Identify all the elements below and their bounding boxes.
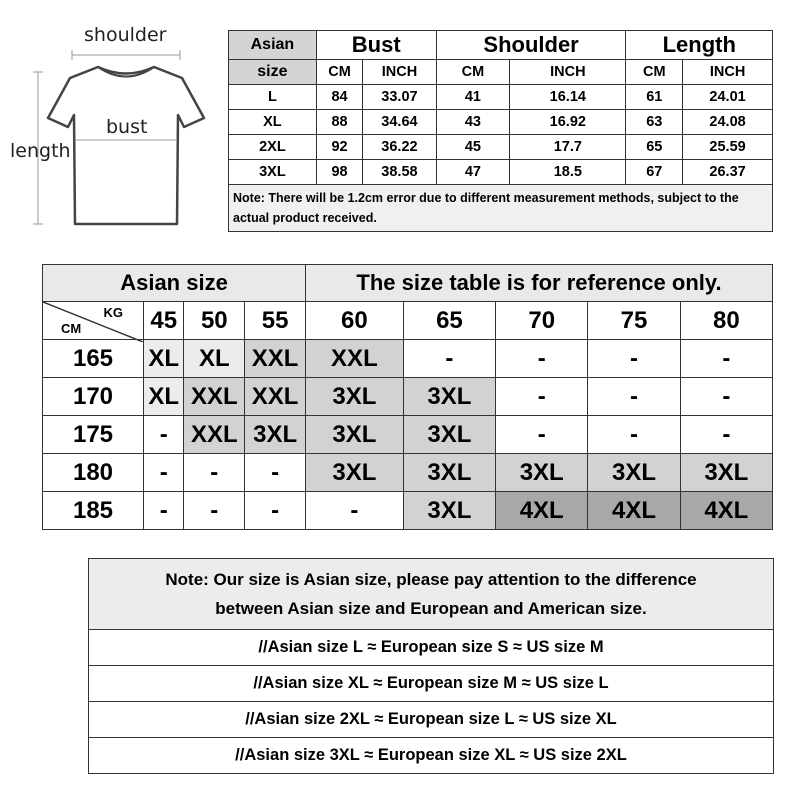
unit-header: INCH bbox=[363, 60, 436, 85]
size-cell: - bbox=[184, 454, 245, 492]
weight-header: 75 bbox=[588, 302, 680, 340]
weight-header: 55 bbox=[245, 302, 306, 340]
note-line1: Note: Our size is Asian size, please pay attention to the difference bbox=[165, 570, 697, 589]
size-cell: - bbox=[588, 416, 680, 454]
table-row bbox=[43, 340, 773, 378]
asian-size-title: Asian size bbox=[43, 265, 306, 302]
table-row bbox=[229, 110, 773, 135]
bust-header: Bust bbox=[316, 31, 436, 60]
table-row bbox=[43, 454, 773, 492]
size-cell: 3XL bbox=[403, 378, 495, 416]
conversion-line: //Asian size 2XL ≈ European size L ≈ US size XL bbox=[89, 702, 774, 738]
weight-header: 45 bbox=[144, 302, 184, 340]
size-cell: - bbox=[144, 492, 184, 530]
size-cell: - bbox=[144, 416, 184, 454]
size-cell: - bbox=[245, 492, 306, 530]
table-row bbox=[43, 416, 773, 454]
size-cell: 3XL bbox=[245, 416, 306, 454]
size-cell: - bbox=[496, 416, 588, 454]
weight-header: 65 bbox=[403, 302, 495, 340]
value-cell: 67 bbox=[626, 160, 683, 185]
weight-header-row bbox=[43, 302, 773, 340]
height-cell: 165 bbox=[43, 340, 144, 378]
value-cell: 88 bbox=[316, 110, 362, 135]
bust-label: bust bbox=[106, 116, 148, 138]
conversion-line: //Asian size 3XL ≈ European size XL ≈ US size 2XL bbox=[89, 738, 774, 774]
note-line2: between Asian size and European and American size. bbox=[215, 599, 647, 618]
value-cell: 65 bbox=[626, 135, 683, 160]
value-cell: 41 bbox=[436, 85, 509, 110]
shoulder-header: Shoulder bbox=[436, 31, 626, 60]
value-cell: 24.01 bbox=[683, 85, 773, 110]
size-cell: XL bbox=[144, 340, 184, 378]
size-cell: - bbox=[403, 340, 495, 378]
size-conversion-notes bbox=[88, 558, 774, 774]
unit-header: CM bbox=[626, 60, 683, 85]
unit-header: CM bbox=[316, 60, 362, 85]
table-row bbox=[43, 492, 773, 530]
size-cell: - bbox=[144, 454, 184, 492]
length-header: Length bbox=[626, 31, 773, 60]
value-cell: 84 bbox=[316, 85, 362, 110]
size-cell: 3XL bbox=[496, 454, 588, 492]
asian-size-header-line2: size bbox=[229, 60, 317, 85]
size-cell: - bbox=[680, 340, 772, 378]
size-recommendation-table bbox=[42, 264, 773, 530]
table-row bbox=[43, 378, 773, 416]
size-cell: XXL bbox=[184, 416, 245, 454]
size-cell: XL bbox=[229, 110, 317, 135]
conversion-line: //Asian size XL ≈ European size M ≈ US size L bbox=[89, 666, 774, 702]
weight-header: 80 bbox=[680, 302, 772, 340]
height-cell: 185 bbox=[43, 492, 144, 530]
size-cell: 3XL bbox=[588, 454, 680, 492]
size-cell: XXL bbox=[184, 378, 245, 416]
size-cell: - bbox=[184, 492, 245, 530]
conversion-line: //Asian size L ≈ European size S ≈ US size M bbox=[89, 630, 774, 666]
size-cell: 3XL bbox=[680, 454, 772, 492]
table-row bbox=[229, 135, 773, 160]
value-cell: 16.92 bbox=[510, 110, 626, 135]
value-cell: 24.08 bbox=[683, 110, 773, 135]
size-cell: 4XL bbox=[588, 492, 680, 530]
size-cell: L bbox=[229, 85, 317, 110]
size-cell: - bbox=[680, 378, 772, 416]
weight-header: 60 bbox=[306, 302, 404, 340]
size-cell: - bbox=[306, 492, 404, 530]
size-cell: XL bbox=[144, 378, 184, 416]
length-label: length bbox=[10, 140, 71, 162]
size-cell: 3XL bbox=[403, 454, 495, 492]
size-cell: 2XL bbox=[229, 135, 317, 160]
size-cell: 3XL bbox=[229, 160, 317, 185]
weight-header: 70 bbox=[496, 302, 588, 340]
value-cell: 18.5 bbox=[510, 160, 626, 185]
size-cell: XXL bbox=[245, 378, 306, 416]
size-cell: XXL bbox=[245, 340, 306, 378]
value-cell: 25.59 bbox=[683, 135, 773, 160]
size-cell: 4XL bbox=[496, 492, 588, 530]
asian-size-header-line1: Asian bbox=[229, 31, 317, 60]
height-cell: 180 bbox=[43, 454, 144, 492]
kg-label: KG bbox=[103, 305, 123, 320]
tshirt-diagram bbox=[0, 20, 225, 235]
unit-header: INCH bbox=[683, 60, 773, 85]
measurement-table bbox=[228, 30, 773, 232]
table-row bbox=[229, 160, 773, 185]
size-cell: - bbox=[245, 454, 306, 492]
size-cell: - bbox=[496, 340, 588, 378]
height-cell: 175 bbox=[43, 416, 144, 454]
size-cell: - bbox=[588, 378, 680, 416]
size-cell: XXL bbox=[306, 340, 404, 378]
value-cell: 63 bbox=[626, 110, 683, 135]
value-cell: 33.07 bbox=[363, 85, 436, 110]
unit-header: CM bbox=[436, 60, 509, 85]
value-cell: 98 bbox=[316, 160, 362, 185]
reference-note: The size table is for reference only. bbox=[306, 265, 773, 302]
table-row bbox=[229, 85, 773, 110]
value-cell: 36.22 bbox=[363, 135, 436, 160]
size-cell: XL bbox=[184, 340, 245, 378]
value-cell: 16.14 bbox=[510, 85, 626, 110]
weight-header: 50 bbox=[184, 302, 245, 340]
measurement-note: Note: There will be 1.2cm error due to different measurement methods, subject to the actual product received. bbox=[229, 185, 773, 232]
value-cell: 26.37 bbox=[683, 160, 773, 185]
size-cell: - bbox=[680, 416, 772, 454]
value-cell: 92 bbox=[316, 135, 362, 160]
value-cell: 61 bbox=[626, 85, 683, 110]
corner-cell bbox=[43, 302, 144, 340]
size-cell: 3XL bbox=[306, 416, 404, 454]
value-cell: 47 bbox=[436, 160, 509, 185]
unit-header: INCH bbox=[510, 60, 626, 85]
size-cell: 4XL bbox=[680, 492, 772, 530]
size-cell: - bbox=[588, 340, 680, 378]
size-cell: - bbox=[496, 378, 588, 416]
conversion-note-header bbox=[89, 559, 774, 630]
value-cell: 34.64 bbox=[363, 110, 436, 135]
cm-label: CM bbox=[61, 321, 82, 336]
size-cell: 3XL bbox=[403, 492, 495, 530]
value-cell: 38.58 bbox=[363, 160, 436, 185]
size-cell: 3XL bbox=[403, 416, 495, 454]
value-cell: 43 bbox=[436, 110, 509, 135]
size-cell: 3XL bbox=[306, 378, 404, 416]
shoulder-label: shoulder bbox=[84, 24, 167, 46]
height-cell: 170 bbox=[43, 378, 144, 416]
value-cell: 17.7 bbox=[510, 135, 626, 160]
size-cell: 3XL bbox=[306, 454, 404, 492]
value-cell: 45 bbox=[436, 135, 509, 160]
